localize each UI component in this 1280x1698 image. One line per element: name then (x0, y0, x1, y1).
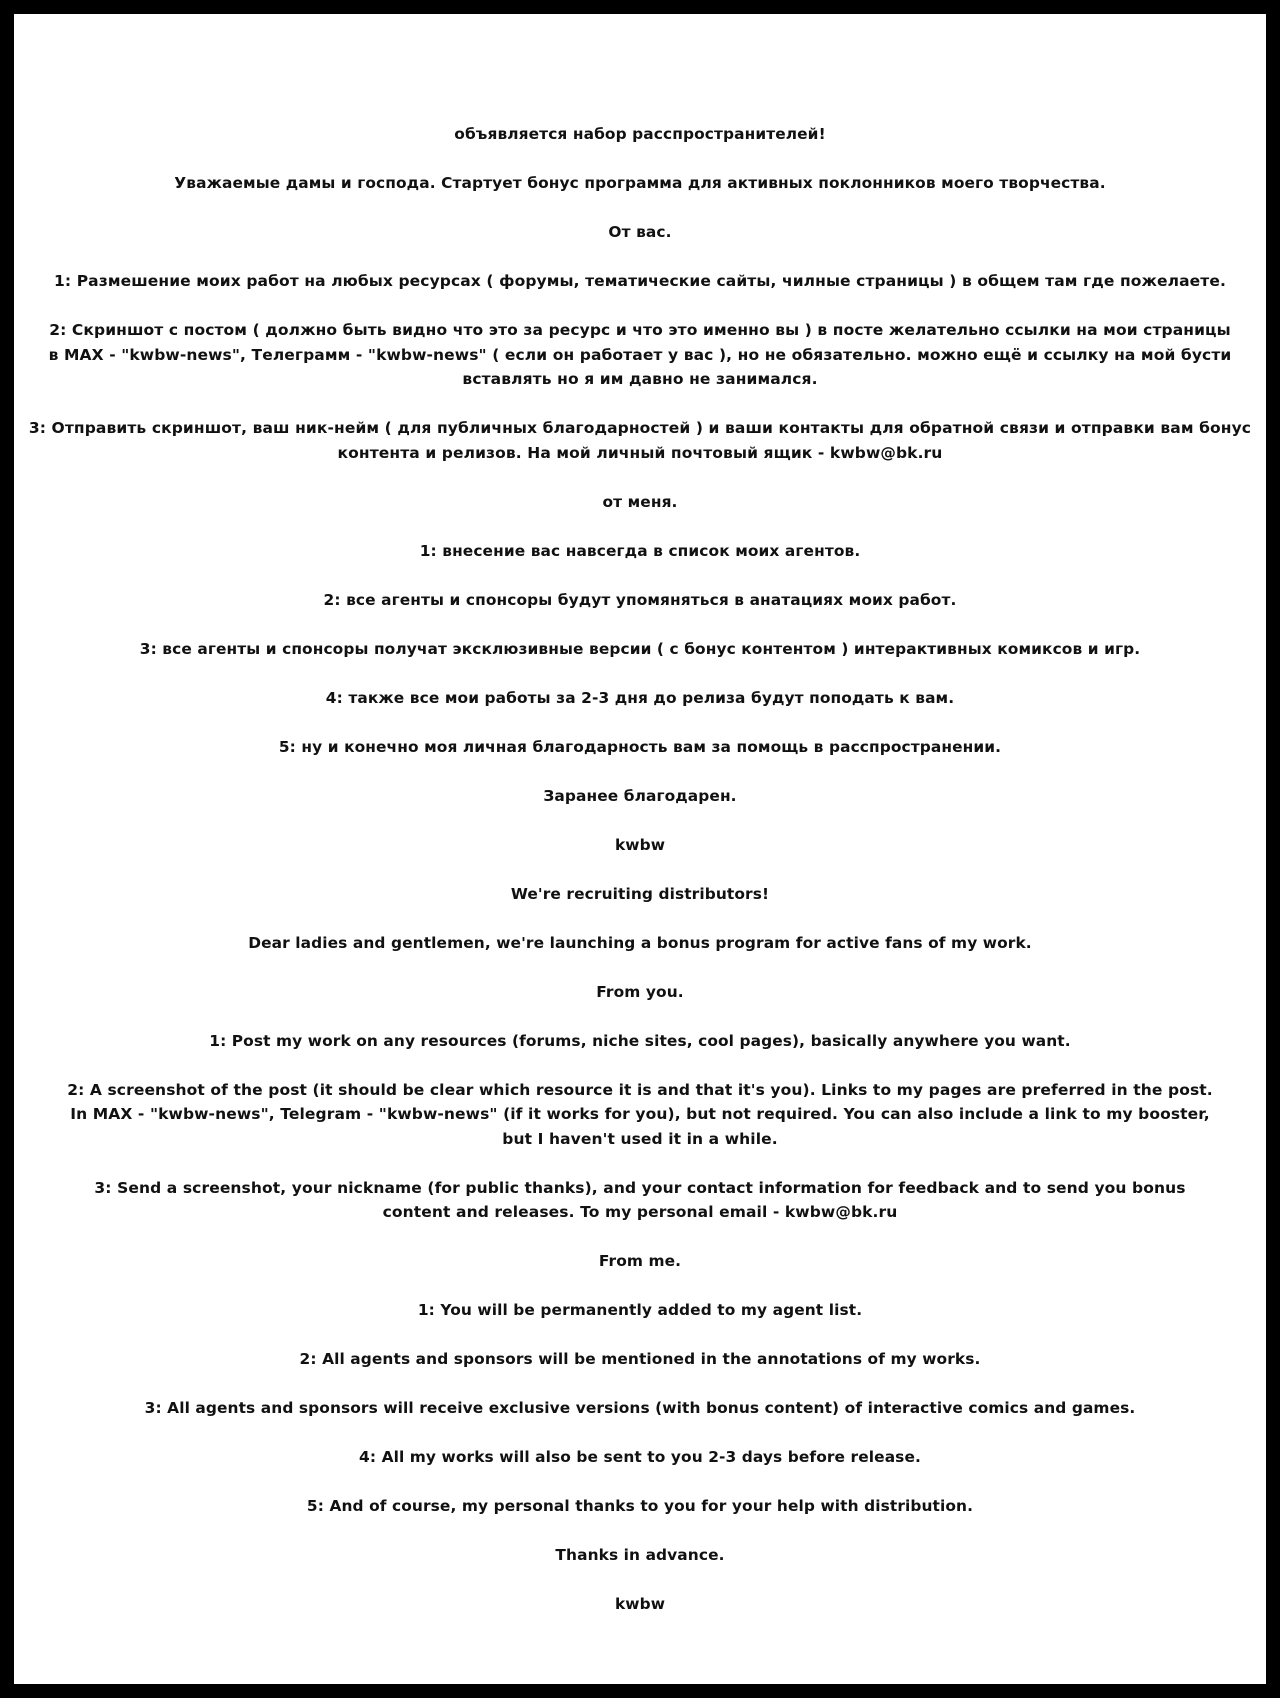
ru-from-you-item-2-line-2: в MAX - "kwbw-news", Телеграмм - "kwbw-news" ( если он работает у вас ), но не обязательно. можно ещё и ссылку на мой бусти (48, 345, 1232, 364)
document-page (14, 14, 1266, 1684)
en-from-you-item-2-line-2: In MAX - "kwbw-news", Telegram - "kwbw-news" (if it works for you), but not required. You can also include a link to my booster, (70, 1105, 1210, 1123)
en-from-you-item-3-line-2: content and releases. To my personal email - kwbw@bk.ru (382, 1203, 898, 1221)
en-from-me-item-3: 3: All agents and sponsors will receive exclusive versions (with bonus content) of interactive comics and games. (144, 1399, 1136, 1417)
en-from-you-item-3-line-1: 3: Send a screenshot, your nickname (for public thanks), and your contact information for feedback and to send you bonus (94, 1178, 1186, 1197)
en-from-me-item-5: 5: And of course, my personal thanks to you for your help with distribution. (306, 1497, 974, 1515)
ru-from-me-item-4: 4: также все мои работы за 2-3 дня до релиза будут поподать к вам. (325, 688, 955, 707)
ru-from-you-item-2-line-3: вставлять но я им давно не занимался. (462, 370, 818, 388)
en-from-me-heading: From me. (598, 1252, 682, 1270)
en-from-you-item-2-line-3: but I haven't used it in a while. (502, 1129, 778, 1148)
ru-from-me-item-3: 3: все агенты и спонсоры получат эксклюзивные версии ( с бонус контентом ) интерактивных комиксов и игр. (139, 639, 1141, 658)
en-signature: kwbw (614, 1595, 666, 1613)
ru-from-you-item-2 (14, 318, 1266, 392)
ru-from-you-item-1-text: 1: Размешение моих работ на любых ресурсах ( форумы, тематические сайты, чилные страницы ) в общем там где пожелаете. (54, 272, 1226, 290)
en-from-you-item-3 (14, 1176, 1266, 1225)
ru-from-you-item-3 (14, 416, 1266, 465)
en-from-me-item-1: 1: You will be permanently added to my agent list. (417, 1301, 863, 1319)
ru-headline: объявляется набор расспространителей! (454, 125, 826, 143)
ru-from-me-item-5: 5: ну и конечно моя личная благодарность вам за помощь в расспространении. (278, 737, 1002, 756)
ru-from-you-item-3-line-1: 3: Отправить скриншот, ваш ник-нейм ( для публичных благодарностей ) и ваши контакты для обратной связи и отправки вам бонус (28, 419, 1252, 437)
ru-from-me-item-2: 2: все агенты и спонсоры будут упомяняться в анатациях моих работ. (323, 590, 957, 609)
en-from-you-item-2-line-1: 2: A screenshot of the post (it should be clear which resource it is and that it's you). Links to my pages are preferred in the post. (67, 1080, 1213, 1099)
ru-intro: Уважаемые дамы и господа. Стартует бонус программа для активных поклонников моего творчества. (174, 174, 1106, 192)
ru-signature: kwbw (614, 835, 666, 854)
ru-from-you-item-1 (14, 269, 1266, 294)
ru-thanks: Заранее благодарен. (543, 786, 737, 805)
ru-from-me-item-1: 1: внесение вас навсегда в список моих агентов. (419, 541, 861, 560)
en-headline: We're recruiting distributors! (510, 884, 770, 903)
en-thanks: Thanks in advance. (555, 1546, 725, 1564)
en-intro: Dear ladies and gentlemen, we're launching a bonus program for active fans of my work. (248, 933, 1032, 952)
ru-from-you-item-3-line-2: контента и релизов. На мой личный почтовый ящик - kwbw@bk.ru (337, 443, 943, 462)
en-from-you-item-2 (14, 1078, 1266, 1152)
en-from-you-item-1: 1: Post my work on any resources (forums, niche sites, cool pages), basically anywhere you want. (209, 1031, 1071, 1050)
en-from-me-item-4: 4: All my works will also be sent to you 2-3 days before release. (359, 1448, 921, 1466)
ru-from-you-heading: От вас. (608, 223, 672, 241)
en-from-you-heading: From you. (596, 982, 684, 1001)
document-body (14, 122, 1266, 1641)
ru-from-me-heading: от меня. (602, 492, 678, 511)
ru-from-you-item-2-line-1: 2: Скриншот с постом ( должно быть видно что это за ресурс и что это именно вы ) в посте желательно ссылки на мои страницы (49, 321, 1231, 339)
en-from-me-item-2: 2: All agents and sponsors will be mentioned in the annotations of my works. (299, 1350, 981, 1368)
